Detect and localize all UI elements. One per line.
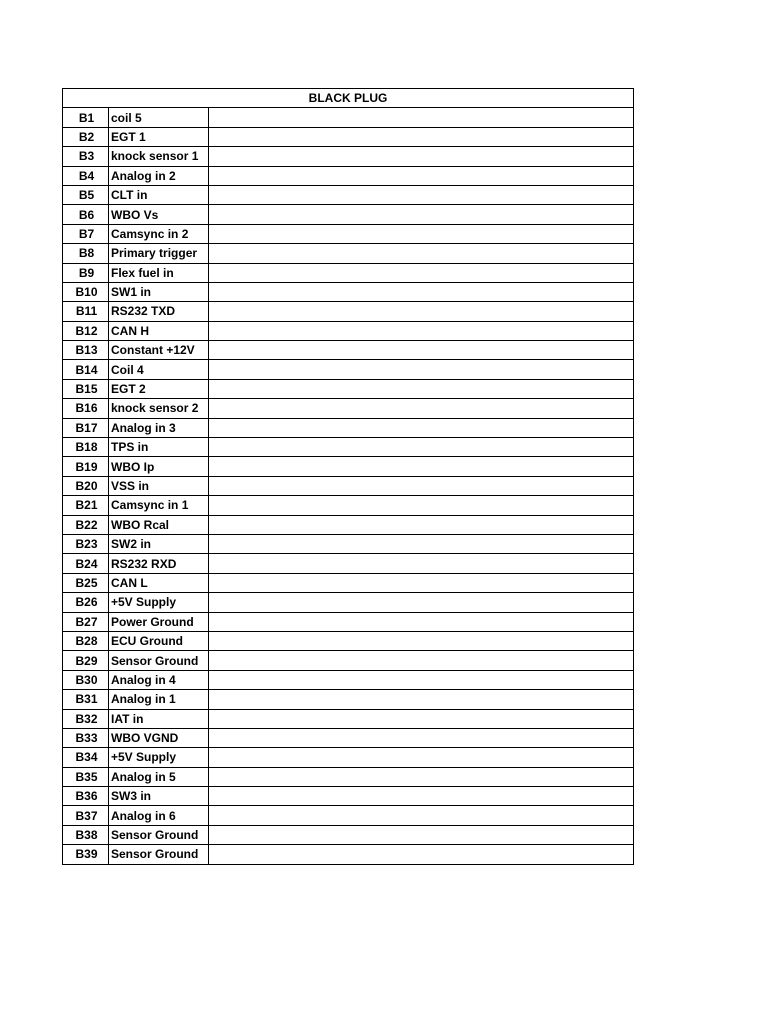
pin-note-cell — [209, 379, 634, 398]
pin-function-cell: Sensor Ground — [109, 651, 209, 670]
table-row — [63, 244, 634, 263]
pin-function-cell: Sensor Ground — [109, 825, 209, 844]
table-row — [63, 341, 634, 360]
table-row — [63, 457, 634, 476]
pin-note-cell — [209, 302, 634, 321]
pin-id-cell: B35 — [63, 767, 109, 786]
pin-function-cell: CAN H — [109, 321, 209, 340]
pin-note-cell — [209, 631, 634, 650]
table-row — [63, 573, 634, 592]
pin-note-cell — [209, 438, 634, 457]
table-row — [63, 767, 634, 786]
pin-id-cell: B16 — [63, 399, 109, 418]
pin-id-cell: B6 — [63, 205, 109, 224]
table-row — [63, 631, 634, 650]
pin-id-cell: B30 — [63, 670, 109, 689]
table-row — [63, 263, 634, 282]
pin-note-cell — [209, 147, 634, 166]
pin-id-cell: B36 — [63, 787, 109, 806]
pin-id-cell: B10 — [63, 282, 109, 301]
pin-id-cell: B11 — [63, 302, 109, 321]
pin-id-cell: B24 — [63, 554, 109, 573]
pin-note-cell — [209, 651, 634, 670]
table-row — [63, 787, 634, 806]
table-row — [63, 166, 634, 185]
table-row — [63, 185, 634, 204]
table-row — [63, 399, 634, 418]
pin-id-cell: B32 — [63, 709, 109, 728]
pin-function-cell: Analog in 2 — [109, 166, 209, 185]
pin-function-cell: ECU Ground — [109, 631, 209, 650]
pin-note-cell — [209, 341, 634, 360]
pin-id-cell: B15 — [63, 379, 109, 398]
pin-id-cell: B26 — [63, 593, 109, 612]
pin-id-cell: B14 — [63, 360, 109, 379]
pin-function-cell: SW2 in — [109, 534, 209, 553]
pin-note-cell — [209, 282, 634, 301]
pin-function-cell: +5V Supply — [109, 748, 209, 767]
pin-function-cell: coil 5 — [109, 108, 209, 127]
pin-note-cell — [209, 360, 634, 379]
pin-note-cell — [209, 728, 634, 747]
pin-id-cell: B4 — [63, 166, 109, 185]
pin-note-cell — [209, 787, 634, 806]
pin-function-cell: Flex fuel in — [109, 263, 209, 282]
table-row — [63, 690, 634, 709]
pin-note-cell — [209, 205, 634, 224]
pin-function-cell: +5V Supply — [109, 593, 209, 612]
pin-id-cell: B20 — [63, 476, 109, 495]
table-row — [63, 127, 634, 146]
pin-function-cell: WBO Rcal — [109, 515, 209, 534]
pin-id-cell: B25 — [63, 573, 109, 592]
table-row — [63, 554, 634, 573]
table-row — [63, 845, 634, 864]
pin-note-cell — [209, 108, 634, 127]
pin-function-cell: SW3 in — [109, 787, 209, 806]
pin-function-cell: Power Ground — [109, 612, 209, 631]
table-row — [63, 825, 634, 844]
table-row — [63, 282, 634, 301]
pin-note-cell — [209, 185, 634, 204]
table-title-row — [63, 89, 634, 108]
table-row — [63, 321, 634, 340]
pin-id-cell: B21 — [63, 496, 109, 515]
pin-function-cell: Analog in 5 — [109, 767, 209, 786]
pin-note-cell — [209, 399, 634, 418]
pin-function-cell: EGT 1 — [109, 127, 209, 146]
pin-note-cell — [209, 670, 634, 689]
table-row — [63, 593, 634, 612]
table-row — [63, 379, 634, 398]
table-row — [63, 496, 634, 515]
pin-note-cell — [209, 224, 634, 243]
pin-note-cell — [209, 244, 634, 263]
pin-function-cell: WBO Ip — [109, 457, 209, 476]
table-body — [63, 108, 634, 864]
table-row — [63, 438, 634, 457]
table-row — [63, 748, 634, 767]
table-row — [63, 418, 634, 437]
pin-function-cell: Analog in 1 — [109, 690, 209, 709]
pin-note-cell — [209, 825, 634, 844]
table-row — [63, 534, 634, 553]
pin-id-cell: B7 — [63, 224, 109, 243]
pin-note-cell — [209, 496, 634, 515]
pin-note-cell — [209, 418, 634, 437]
pin-note-cell — [209, 612, 634, 631]
pin-id-cell: B2 — [63, 127, 109, 146]
pin-function-cell: Analog in 6 — [109, 806, 209, 825]
pin-function-cell: IAT in — [109, 709, 209, 728]
pin-function-cell: Constant +12V — [109, 341, 209, 360]
table-row — [63, 147, 634, 166]
table-row — [63, 224, 634, 243]
pin-id-cell: B23 — [63, 534, 109, 553]
pin-note-cell — [209, 534, 634, 553]
pin-id-cell: B19 — [63, 457, 109, 476]
pin-function-cell: Analog in 4 — [109, 670, 209, 689]
pin-function-cell: Primary trigger — [109, 244, 209, 263]
pin-function-cell: WBO Vs — [109, 205, 209, 224]
pin-note-cell — [209, 690, 634, 709]
pin-id-cell: B34 — [63, 748, 109, 767]
table-row — [63, 651, 634, 670]
pin-function-cell: Coil 4 — [109, 360, 209, 379]
pin-id-cell: B28 — [63, 631, 109, 650]
pin-note-cell — [209, 573, 634, 592]
table-title: BLACK PLUG — [63, 89, 634, 108]
pin-note-cell — [209, 806, 634, 825]
table-row — [63, 205, 634, 224]
pin-function-cell: Camsync in 2 — [109, 224, 209, 243]
table-row — [63, 515, 634, 534]
pin-note-cell — [209, 845, 634, 864]
pin-function-cell: Sensor Ground — [109, 845, 209, 864]
pin-note-cell — [209, 476, 634, 495]
pin-note-cell — [209, 593, 634, 612]
pin-note-cell — [209, 127, 634, 146]
table-row — [63, 108, 634, 127]
table-row — [63, 709, 634, 728]
pin-note-cell — [209, 321, 634, 340]
pin-function-cell: CLT in — [109, 185, 209, 204]
pin-function-cell: VSS in — [109, 476, 209, 495]
pin-note-cell — [209, 263, 634, 282]
pin-id-cell: B1 — [63, 108, 109, 127]
pin-id-cell: B33 — [63, 728, 109, 747]
pin-function-cell: Analog in 3 — [109, 418, 209, 437]
table-row — [63, 670, 634, 689]
pin-id-cell: B18 — [63, 438, 109, 457]
pin-note-cell — [209, 767, 634, 786]
pin-note-cell — [209, 515, 634, 534]
pinout-table — [62, 88, 634, 865]
pin-id-cell: B27 — [63, 612, 109, 631]
pin-id-cell: B13 — [63, 341, 109, 360]
pin-id-cell: B31 — [63, 690, 109, 709]
pin-function-cell: TPS in — [109, 438, 209, 457]
pin-function-cell: CAN L — [109, 573, 209, 592]
table-row — [63, 476, 634, 495]
table-row — [63, 728, 634, 747]
table-row — [63, 302, 634, 321]
pin-function-cell: RS232 TXD — [109, 302, 209, 321]
pin-id-cell: B38 — [63, 825, 109, 844]
pin-note-cell — [209, 457, 634, 476]
pin-id-cell: B5 — [63, 185, 109, 204]
pin-function-cell: EGT 2 — [109, 379, 209, 398]
pin-function-cell: knock sensor 1 — [109, 147, 209, 166]
pin-id-cell: B12 — [63, 321, 109, 340]
pin-id-cell: B29 — [63, 651, 109, 670]
pin-id-cell: B22 — [63, 515, 109, 534]
table-row — [63, 360, 634, 379]
pin-function-cell: WBO VGND — [109, 728, 209, 747]
pin-function-cell: SW1 in — [109, 282, 209, 301]
pin-function-cell: knock sensor 2 — [109, 399, 209, 418]
pin-note-cell — [209, 166, 634, 185]
pin-id-cell: B3 — [63, 147, 109, 166]
pin-note-cell — [209, 748, 634, 767]
pin-id-cell: B9 — [63, 263, 109, 282]
pin-function-cell: Camsync in 1 — [109, 496, 209, 515]
pin-id-cell: B17 — [63, 418, 109, 437]
pin-id-cell: B8 — [63, 244, 109, 263]
table-row — [63, 806, 634, 825]
pin-id-cell: B39 — [63, 845, 109, 864]
pin-note-cell — [209, 709, 634, 728]
table-row — [63, 612, 634, 631]
pin-function-cell: RS232 RXD — [109, 554, 209, 573]
pin-id-cell: B37 — [63, 806, 109, 825]
pin-note-cell — [209, 554, 634, 573]
